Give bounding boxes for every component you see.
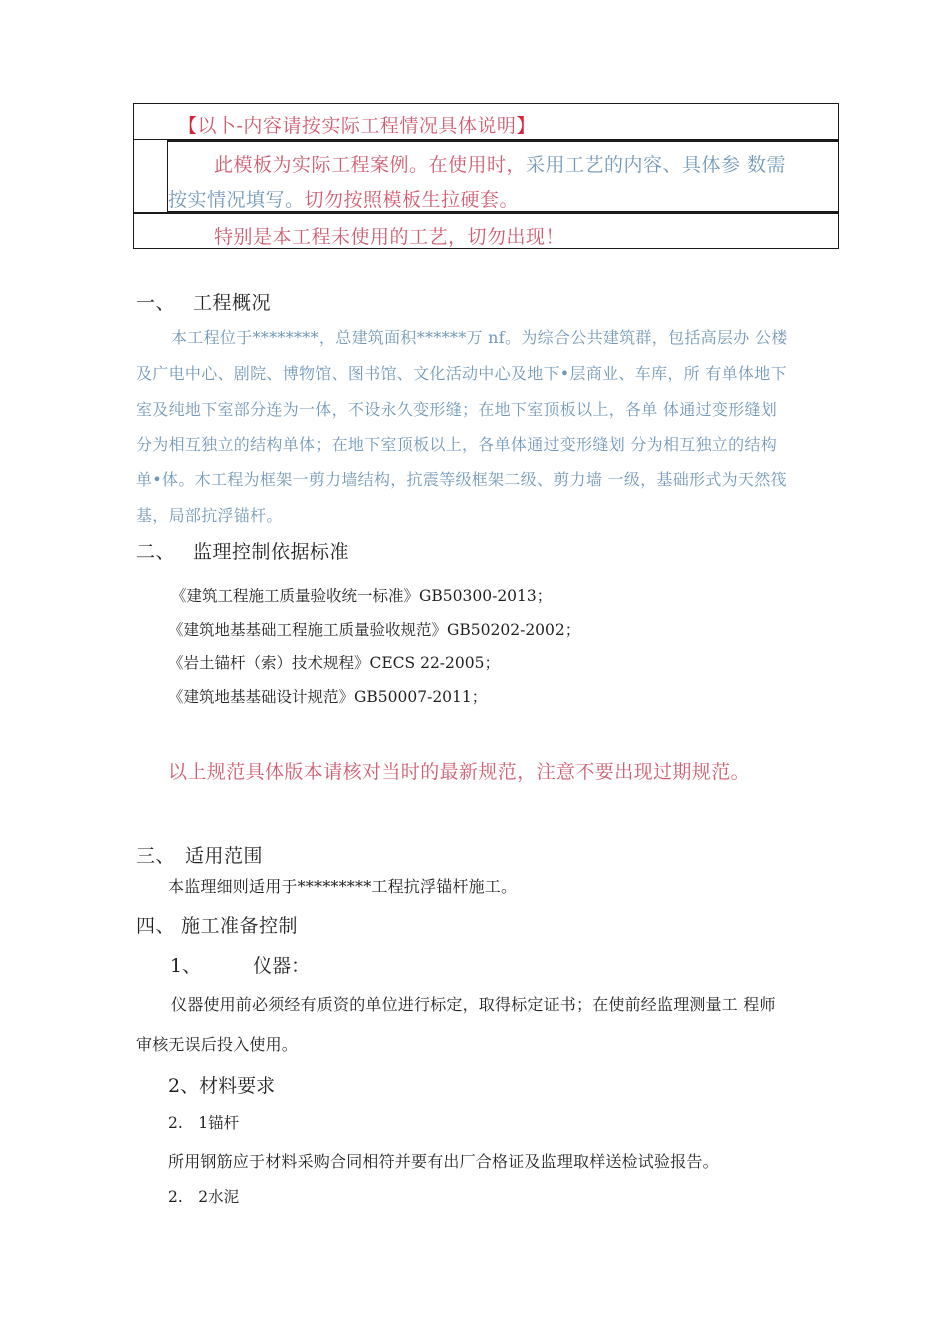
- section-title: 施工准备控制: [181, 915, 299, 937]
- notice-line-3: 特别是本工程未使用的工艺，切勿出现！: [214, 226, 566, 248]
- notice-header: [178, 111, 536, 138]
- section-title: 适用范围: [185, 845, 264, 867]
- subsection-number: 1、: [170, 955, 202, 977]
- standard-item-3: 《岩土锚杆（索）技术规程》CECS 22-2005；: [168, 654, 500, 672]
- notice-red-segment-1: 此模板为实际工程案例。在使用时，: [214, 154, 527, 176]
- section-4-heading: [136, 911, 298, 938]
- scope-paragraph: 本监理细则适用于*********工程抗浮锚杆施工。: [168, 877, 518, 896]
- standard-item-4: 《建筑地基基础设计规范》GB50007-2011；: [168, 688, 488, 706]
- section-3-heading: [136, 841, 263, 868]
- bracket-close: 】: [516, 115, 536, 137]
- overview-line-1: 本工程位于********，总建筑面积******万 nf。为综合公共建筑群，包括高层办 公楼: [171, 328, 788, 347]
- section-title: 工程概况: [193, 292, 272, 314]
- section-number: 一、: [136, 292, 176, 314]
- standards-version-warning: 以上规范具体版本请核对当时的最新规范，注意不要出现过期规范。: [168, 761, 751, 783]
- overview-line-2: 及广电中心、剧院、博物馆、图书馆、文化活动中心及地下•层商业、车库，所 有单体地下: [136, 364, 787, 383]
- section-1-heading: [136, 288, 271, 315]
- notice-line-2a: [214, 150, 786, 177]
- notice-header-text: 以卜-内容请按实际工程情况具体说明: [197, 115, 517, 137]
- instrument-line-2: 审核无误后投入使用。: [136, 1035, 299, 1054]
- standard-item-2: 《建筑地基基础工程施工质量验收规范》GB50202-2002；: [168, 621, 581, 639]
- overview-line-5: 单•体。木工程为框架一剪力墙结构，抗震等级框架二级、剪力墙 一级，基础形式为天然筏: [136, 470, 787, 489]
- material-item-2-label: 2. 2水泥: [168, 1188, 240, 1206]
- subsection-1-heading: [170, 951, 310, 978]
- standard-item-1: 《建筑工程施工质量验收统一标准》GB50300-2013；: [171, 587, 553, 605]
- material-item-1-label: 2. 1锚杆: [168, 1114, 240, 1132]
- overview-line-4: 分为相互独立的结构单体；在地下室顶板以上，各单体通过变形缝划 分为相互独立的结构: [136, 435, 778, 454]
- subsection-title: 仪器：: [253, 955, 311, 977]
- notice-blue-segment-1: 采用工艺的内容、具体参 数需: [526, 154, 787, 176]
- section-number: 三、: [136, 845, 176, 867]
- instrument-line-1: 仪器使用前必须经有质资的单位进行标定，取得标定证书；在使前经监理测量工 程师: [171, 995, 776, 1014]
- overview-line-6: 基，局部抗浮锚杆。: [136, 506, 283, 525]
- overview-line-3: 室及纯地下室部分连为一体，不设永久变形缝；在地下室顶板以上，各单 体通过变形缝划: [136, 400, 778, 419]
- notice-red-segment-2: 切勿按照模板生拉硬套。: [304, 189, 520, 211]
- section-number: 二、: [136, 541, 176, 563]
- bracket-open: 【: [178, 115, 198, 137]
- material-item-1-text: 所用钢筋应于材料采购合同相符并要有出厂合格证及监理取样送检试验报告。: [168, 1152, 719, 1171]
- section-number: 四、: [136, 915, 176, 937]
- section-2-heading: [136, 537, 349, 564]
- notice-box-left-stub: [133, 140, 167, 212]
- section-title: 监理控制依据标准: [193, 541, 350, 563]
- notice-line-2b: [168, 185, 519, 212]
- notice-blue-segment-2: 按实情况填写。: [168, 189, 305, 211]
- subsection-2-heading: 2、材料要求: [168, 1075, 276, 1097]
